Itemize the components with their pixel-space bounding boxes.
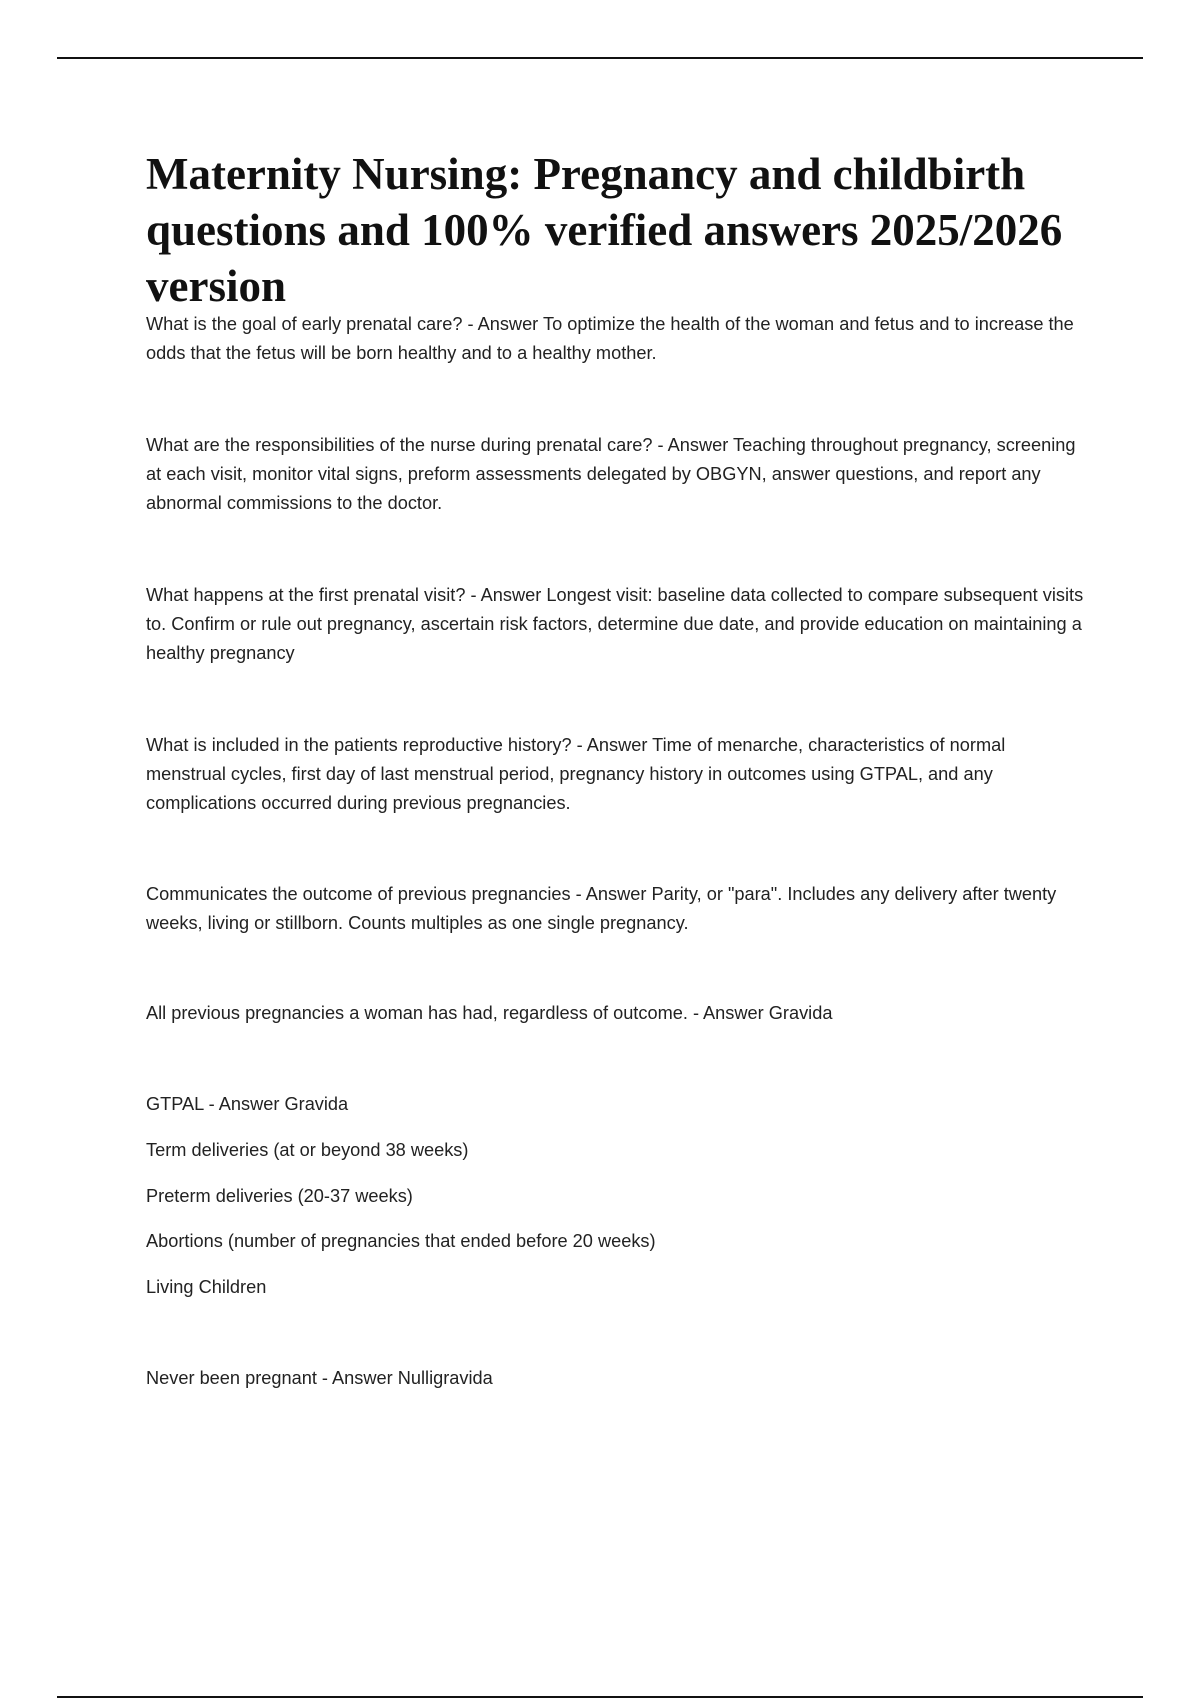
gtpal-line-term: Term deliveries (at or beyond 38 weeks) xyxy=(146,1140,469,1160)
question-text: What is the goal of early prenatal care? - Answer xyxy=(146,314,539,334)
answer-text: Parity, or "para". Includes any delivery after twenty weeks, living or stillborn. Counts multiples as one single pregnancy. xyxy=(146,884,1057,933)
top-rule xyxy=(57,57,1143,59)
qa-item-5 xyxy=(146,880,1086,938)
gtpal-line-living: Living Children xyxy=(146,1277,267,1297)
answer-text: Time of menarche, characteristics of normal menstrual cycles, first day of last menstrual period, pregnancy history in outcomes using GTPAL, and any complications occurred during previous pregnancies. xyxy=(146,735,1006,813)
gtpal-line-preterm: Preterm deliveries (20-37 weeks) xyxy=(146,1186,413,1206)
qa-item-2 xyxy=(146,431,1086,518)
answer-text: To optimize the health of the woman and fetus and to increase the odds that the fetus will be born healthy and to a healthy mother. xyxy=(146,314,1074,363)
document-title: Maternity Nursing: Pregnancy and childbirth questions and 100% verified answers 2025/2026 version xyxy=(146,149,1063,311)
answer-text: Teaching throughout pregnancy, screening at each visit, monitor vital signs, preform assessments delegated by OBGYN, answer questions, and report any abnormal commissions to the doctor. xyxy=(146,435,1076,513)
qa-item-1 xyxy=(146,310,1086,368)
question-text: Never been pregnant - Answer xyxy=(146,1368,393,1388)
bottom-rule xyxy=(57,1696,1143,1698)
answer-text: Longest visit: baseline data collected to compare subsequent visits to. Confirm or rule out pregnancy, ascertain risk factors, determine due date, and provide education on maintaining a healthy pregnancy xyxy=(146,585,1084,663)
question-text: What happens at the first prenatal visit? - Answer xyxy=(146,585,542,605)
answer-text: Nulligravida xyxy=(397,1368,493,1388)
qa-item-3 xyxy=(146,581,1086,668)
qa-item-nulligravida xyxy=(146,1364,1086,1393)
qa-item-4 xyxy=(146,731,1086,818)
question-text: All previous pregnancies a woman has had, regardless of outcome. - Answer xyxy=(146,1003,764,1023)
question-text: What is included in the patients reproductive history? - Answer xyxy=(146,735,648,755)
question-text: What are the responsibilities of the nurse during prenatal care? - Answer xyxy=(146,435,729,455)
answer-text: Gravida xyxy=(768,1003,833,1023)
qa-item-6 xyxy=(146,999,1086,1028)
question-text: GTPAL - Answer xyxy=(146,1094,280,1114)
qa-item-gtpal xyxy=(146,1090,1086,1119)
gtpal-line-abortions: Abortions (number of pregnancies that ended before 20 weeks) xyxy=(146,1231,656,1251)
question-text: Communicates the outcome of previous pregnancies - Answer xyxy=(146,884,647,904)
answer-text: Gravida xyxy=(284,1094,349,1114)
